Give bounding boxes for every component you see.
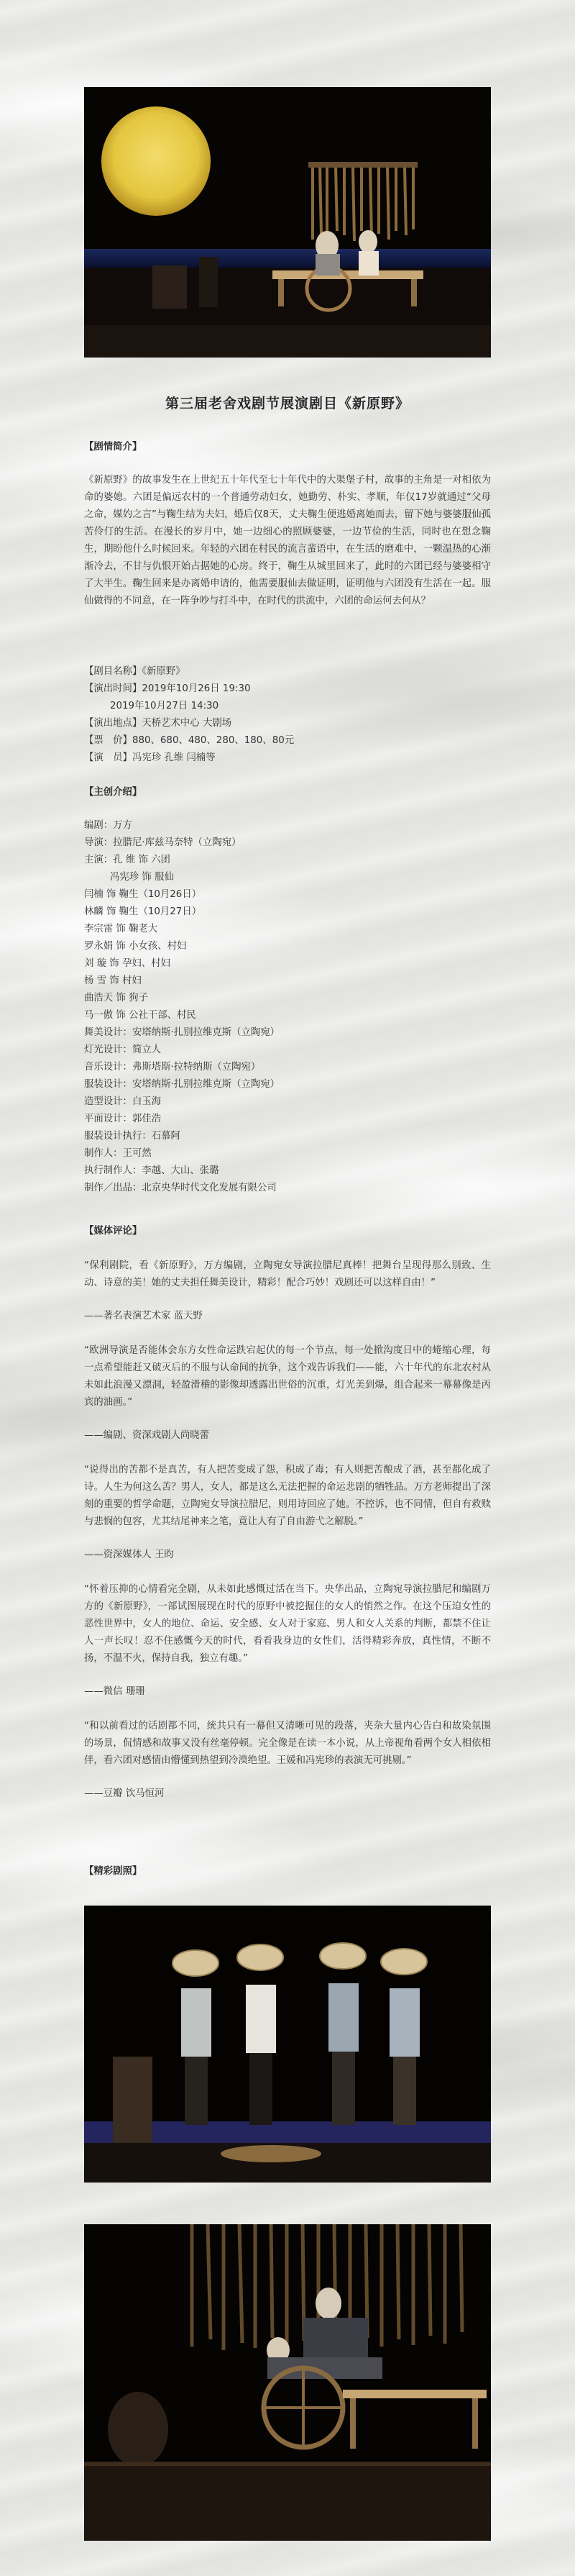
creator-line: 曲浩天 饰 狗子 <box>84 993 148 1003</box>
stills-section <box>84 1863 491 1880</box>
creators-section <box>84 784 491 1197</box>
page-title: 第三届老舍戏剧节展演剧目《新原野》 <box>165 396 410 411</box>
review-quote: “说得出的苦都不是真苦，有人把苦变成了怨，积成了毒；有人则把苦酿成了酒，甚至都化成了诗。人生为何这么苦？男人，女人，都是这么无法把握的命运悲剧的牺牲品。万方老师提出了深刻的重要的哲学命题，立陶宛女导演拉腊尼，则用诗回应了她。不控诉，也不同情，但自有救赎与悲悯的包容，尤其结尾神来之笔，竟让人有了自由游弋之解脱。” <box>84 1465 491 1527</box>
creator-line: 服装设计执行：石慕阿 <box>84 1131 180 1142</box>
review-quote: “欧洲导演是否能体会东方女性命运跌宕起伏的每一个节点，每一处掀沟度日中的蜷缩心理，每一点希望能赶又破灭后的不服与认命间的抗争，这个戏告诉我们——能，六十年代的东北农村从未如此浪漫又漂洞，轻盈滑稽的影像却透露出世俗的沉重，灯光美到爆，组合起来一幕幕像是丙宾的油画。” <box>84 1345 491 1408</box>
creator-line: 马一傲 饰 公社干部、村民 <box>84 1010 196 1021</box>
creator-line: 音乐设计：弗斯塔斯·拉特纳斯（立陶宛） <box>84 1062 261 1073</box>
still-1-drawing <box>84 1906 491 2183</box>
creator-line: 冯宪珍 饰 服仙 <box>110 872 174 883</box>
creator-line: 编剧：万方 <box>84 820 132 831</box>
review-author: ——豆瓣 饮马恒河 <box>84 1788 165 1799</box>
reviews-heading: 【媒体评论】 <box>84 1226 142 1237</box>
creator-line: 执行制作人：李越、大山、张璐 <box>84 1165 219 1176</box>
creator-line: 导演：拉腊尼·库兹马奈特（立陶宛） <box>84 837 242 848</box>
creator-line: 林麟 饰 鞠生（10月27日） <box>84 906 202 917</box>
synopsis-body: 《新原野》的故事发生在上世纪五十年代至七十年代中的大渠堡子村，故事的主角是一对相依为命的婆媳。六团是偏远农村的一个普通劳动妇女，她勤劳、朴实、孝顺，年仅17岁就通过“父母之命，媒妁之言”与鞠生结为夫妇，婚后仅8天，丈夫鞠生便逃婚离她而去，留下她与婆婆服仙孤苦伶仃的生活。在漫长的岁月中，她一边细心的照顾婆婆，一边节俭的生活，同时也在想念鞠生，期盼他什么时候回来。年轻的六团在村民的流言蜚语中，在生活的磨难中，一颗温热的心渐渐冷去，不甘与仇恨开始占据她的心房。终于，鞠生从城里回来了，此时的六团已经与婆婆相守了大半生。鞠生回来是办离婚申请的，他需要服仙去做证明，证明他与六团没有生活在一起。服仙做得的不同意，在一阵争吵与打斗中，在时代的洪流中，六团的命运何去何从？ <box>84 475 491 606</box>
review-author: ——著名表演艺术家 蓝天野 <box>84 1311 203 1321</box>
creator-line: 杨 雪 饰 村妇 <box>84 975 142 986</box>
review-author: ——微信 珊珊 <box>84 1686 145 1697</box>
performance-info <box>84 663 491 767</box>
creators-heading: 【主创介绍】 <box>84 787 142 798</box>
info-line: 【演出地点】天桥艺术中心 大剧场 <box>84 718 232 729</box>
info-line: 【票 价】880、680、480、280、180、80元 <box>84 735 295 746</box>
creator-line: 灯光设计：简立人 <box>84 1044 162 1055</box>
creator-line: 罗永娟 饰 小女孩、村妇 <box>84 941 187 952</box>
info-line: 【演 员】冯宪珍 孔维 闫楠等 <box>84 752 216 763</box>
creator-line: 制作人：王可然 <box>84 1148 152 1159</box>
creator-line: 李宗雷 饰 鞠老大 <box>84 924 158 934</box>
synopsis-section <box>84 439 491 610</box>
creator-line: 服装设计：安塔纳斯·扎别拉维克斯（立陶宛） <box>84 1079 280 1090</box>
creator-line: 平面设计：郭佳浩 <box>84 1114 162 1124</box>
creator-line: 主演：孔 维 饰 六团 <box>84 855 170 865</box>
info-line: 2019年10月27日 14:30 <box>110 701 219 711</box>
review-quote: “保利剧院，看《新原野》，万方编剧，立陶宛女导演拉腊尼真棒！把舞台呈现得那么别致、生动、诗意的美！她的丈夫担任舞美设计，精彩！配合巧妙！戏剧还可以这样自由！” <box>84 1260 491 1288</box>
review-quote: “和以前看过的话剧都不同，统共只有一幕但又清晰可见的段落，夹杂大量内心告白和故染氛围的场景，侃情感和故事又没有丝毫停顿。完全像是在读一本小说，从上帝视角看两个女人相依相伴，看六团对感情由懵懂到热望到冷漠绝望。王媛和冯宪珍的表演无可挑剔。” <box>84 1721 491 1766</box>
review-quote: “怀着压抑的心情看完全剧，从未如此感慨过活在当下。央华出品，立陶宛导演拉腊尼和编剧万方的《新原野》，一部试图展现在时代的原野中被挖掘住的女人的悄然之作。在这个压迫女性的恶性世界中，女人的地位、命运、安全感、女人对于家庭、男人和女人关系的判断，都禁不住让人一声长叹！忍不住感慨今天的时代，看看我身边的女性们，活得精彩奔放，真性情，不断不扬，不温不火，保持自我，独立有趣。” <box>84 1584 491 1664</box>
creator-line: 舞美设计：安塔纳斯·扎别拉维克斯（立陶宛） <box>84 1027 280 1038</box>
stills-heading: 【精彩剧照】 <box>84 1866 142 1877</box>
stage-still-2 <box>84 2224 491 2541</box>
hero-stage-photo <box>84 87 491 358</box>
still-2-drawing <box>84 2224 491 2541</box>
reviews-section <box>84 1223 491 1803</box>
review-author: ——编剧、资深戏剧人尚晓蕾 <box>84 1430 210 1441</box>
creator-line: 闫楠 饰 鞠生（10月26日） <box>84 889 202 900</box>
synopsis-heading: 【剧情简介】 <box>84 442 142 452</box>
info-line: 【演出时间】2019年10月26日 19:30 <box>84 683 251 694</box>
creator-line: 制作／出品：北京央华时代文化发展有限公司 <box>84 1183 277 1193</box>
review-author: ——资深媒体人 王昀 <box>84 1549 174 1560</box>
stage-still-1 <box>84 1906 491 2183</box>
info-line: 【剧目名称】《新原野》 <box>84 666 185 677</box>
hero-photo-drawing <box>84 87 491 358</box>
creator-line: 刘 璇 饰 孕妇、村妇 <box>84 958 170 969</box>
creator-line: 造型设计：白玉海 <box>84 1096 162 1107</box>
